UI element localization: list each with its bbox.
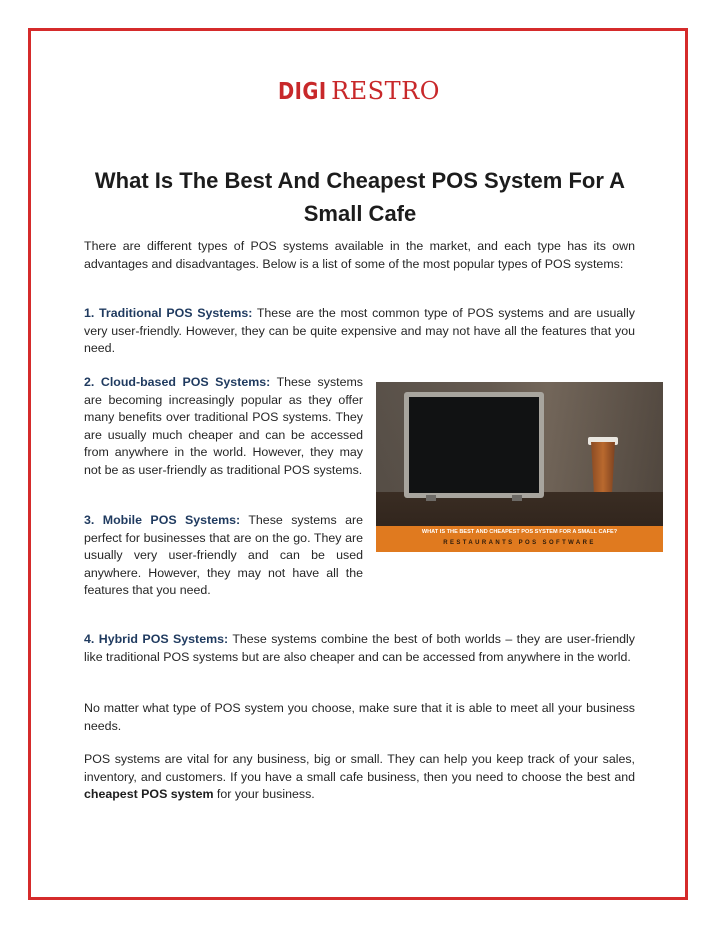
closing-text: POS systems are vital for any business, big or small. They can help you keep track of your sales, inventory, and customers. If you have a small cafe business, then you need to choose the best and xyxy=(84,752,635,784)
closing-paragraph-2 xyxy=(84,751,635,804)
cheapest-pos-keyword: cheapest POS system xyxy=(84,787,214,802)
item-text: These are the most common type of POS systems and are usually very user-friendly. However, they can be quite expensive and may not have all the features that you need. xyxy=(84,306,635,356)
item-text: These systems are becoming increasingly popular as they offer many benefits over traditional POS systems. They are usually much cheaper and can be accessed from anywhere in the world. However, they may not be as user-friendly as traditional POS systems. xyxy=(84,375,363,477)
banner-title: WHAT IS THE BEST AND CHEAPEST POS SYSTEM FOR A SMALL CAFE? xyxy=(421,529,618,535)
intro-paragraph: There are different types of POS systems available in the market, and each type has its own advantages and disadvantages. Below is a list of some of the most popular types of POS systems: xyxy=(84,239,635,271)
item-cloud xyxy=(84,374,363,480)
banner-subtitle: RESTAURANTS POS SOFTWARE xyxy=(443,540,596,546)
item-hybrid xyxy=(84,631,635,666)
closing-paragraph-1: No matter what type of POS system you choose, make sure that it is able to meet all your business needs. xyxy=(84,701,635,733)
chalkboard-leg xyxy=(426,495,436,501)
coffee-cup xyxy=(591,442,615,492)
chalkboard-leg xyxy=(512,495,522,501)
logo-text-restro: RESTRO xyxy=(331,77,440,105)
logo-text-digi: DIGI xyxy=(278,79,327,105)
item-mobile xyxy=(84,512,635,600)
digirestro-logo xyxy=(278,76,440,106)
item-heading: 4. Hybrid POS Systems: xyxy=(84,632,229,646)
item-heading: 2. Cloud-based POS Systems: xyxy=(84,375,271,389)
item-heading: 3. Mobile POS Systems: xyxy=(84,513,241,527)
item-text: These systems are perfect for businesses that are on the go. They are usually very user-friendly and can be used anywhere. However, they may not have all the features that you need. xyxy=(84,513,363,598)
page-title: What Is The Best And Cheapest POS System For A Small Cafe xyxy=(94,168,626,226)
item-heading: 1. Traditional POS Systems: xyxy=(84,306,253,320)
item-traditional xyxy=(84,305,635,358)
item-text: These systems combine the best of both worlds – they are user-friendly like traditional POS systems but are also cheaper and can be accessed from anywhere in the world. xyxy=(84,632,635,664)
chalkboard xyxy=(409,397,539,493)
closing-text-end: for your business. xyxy=(213,787,315,802)
